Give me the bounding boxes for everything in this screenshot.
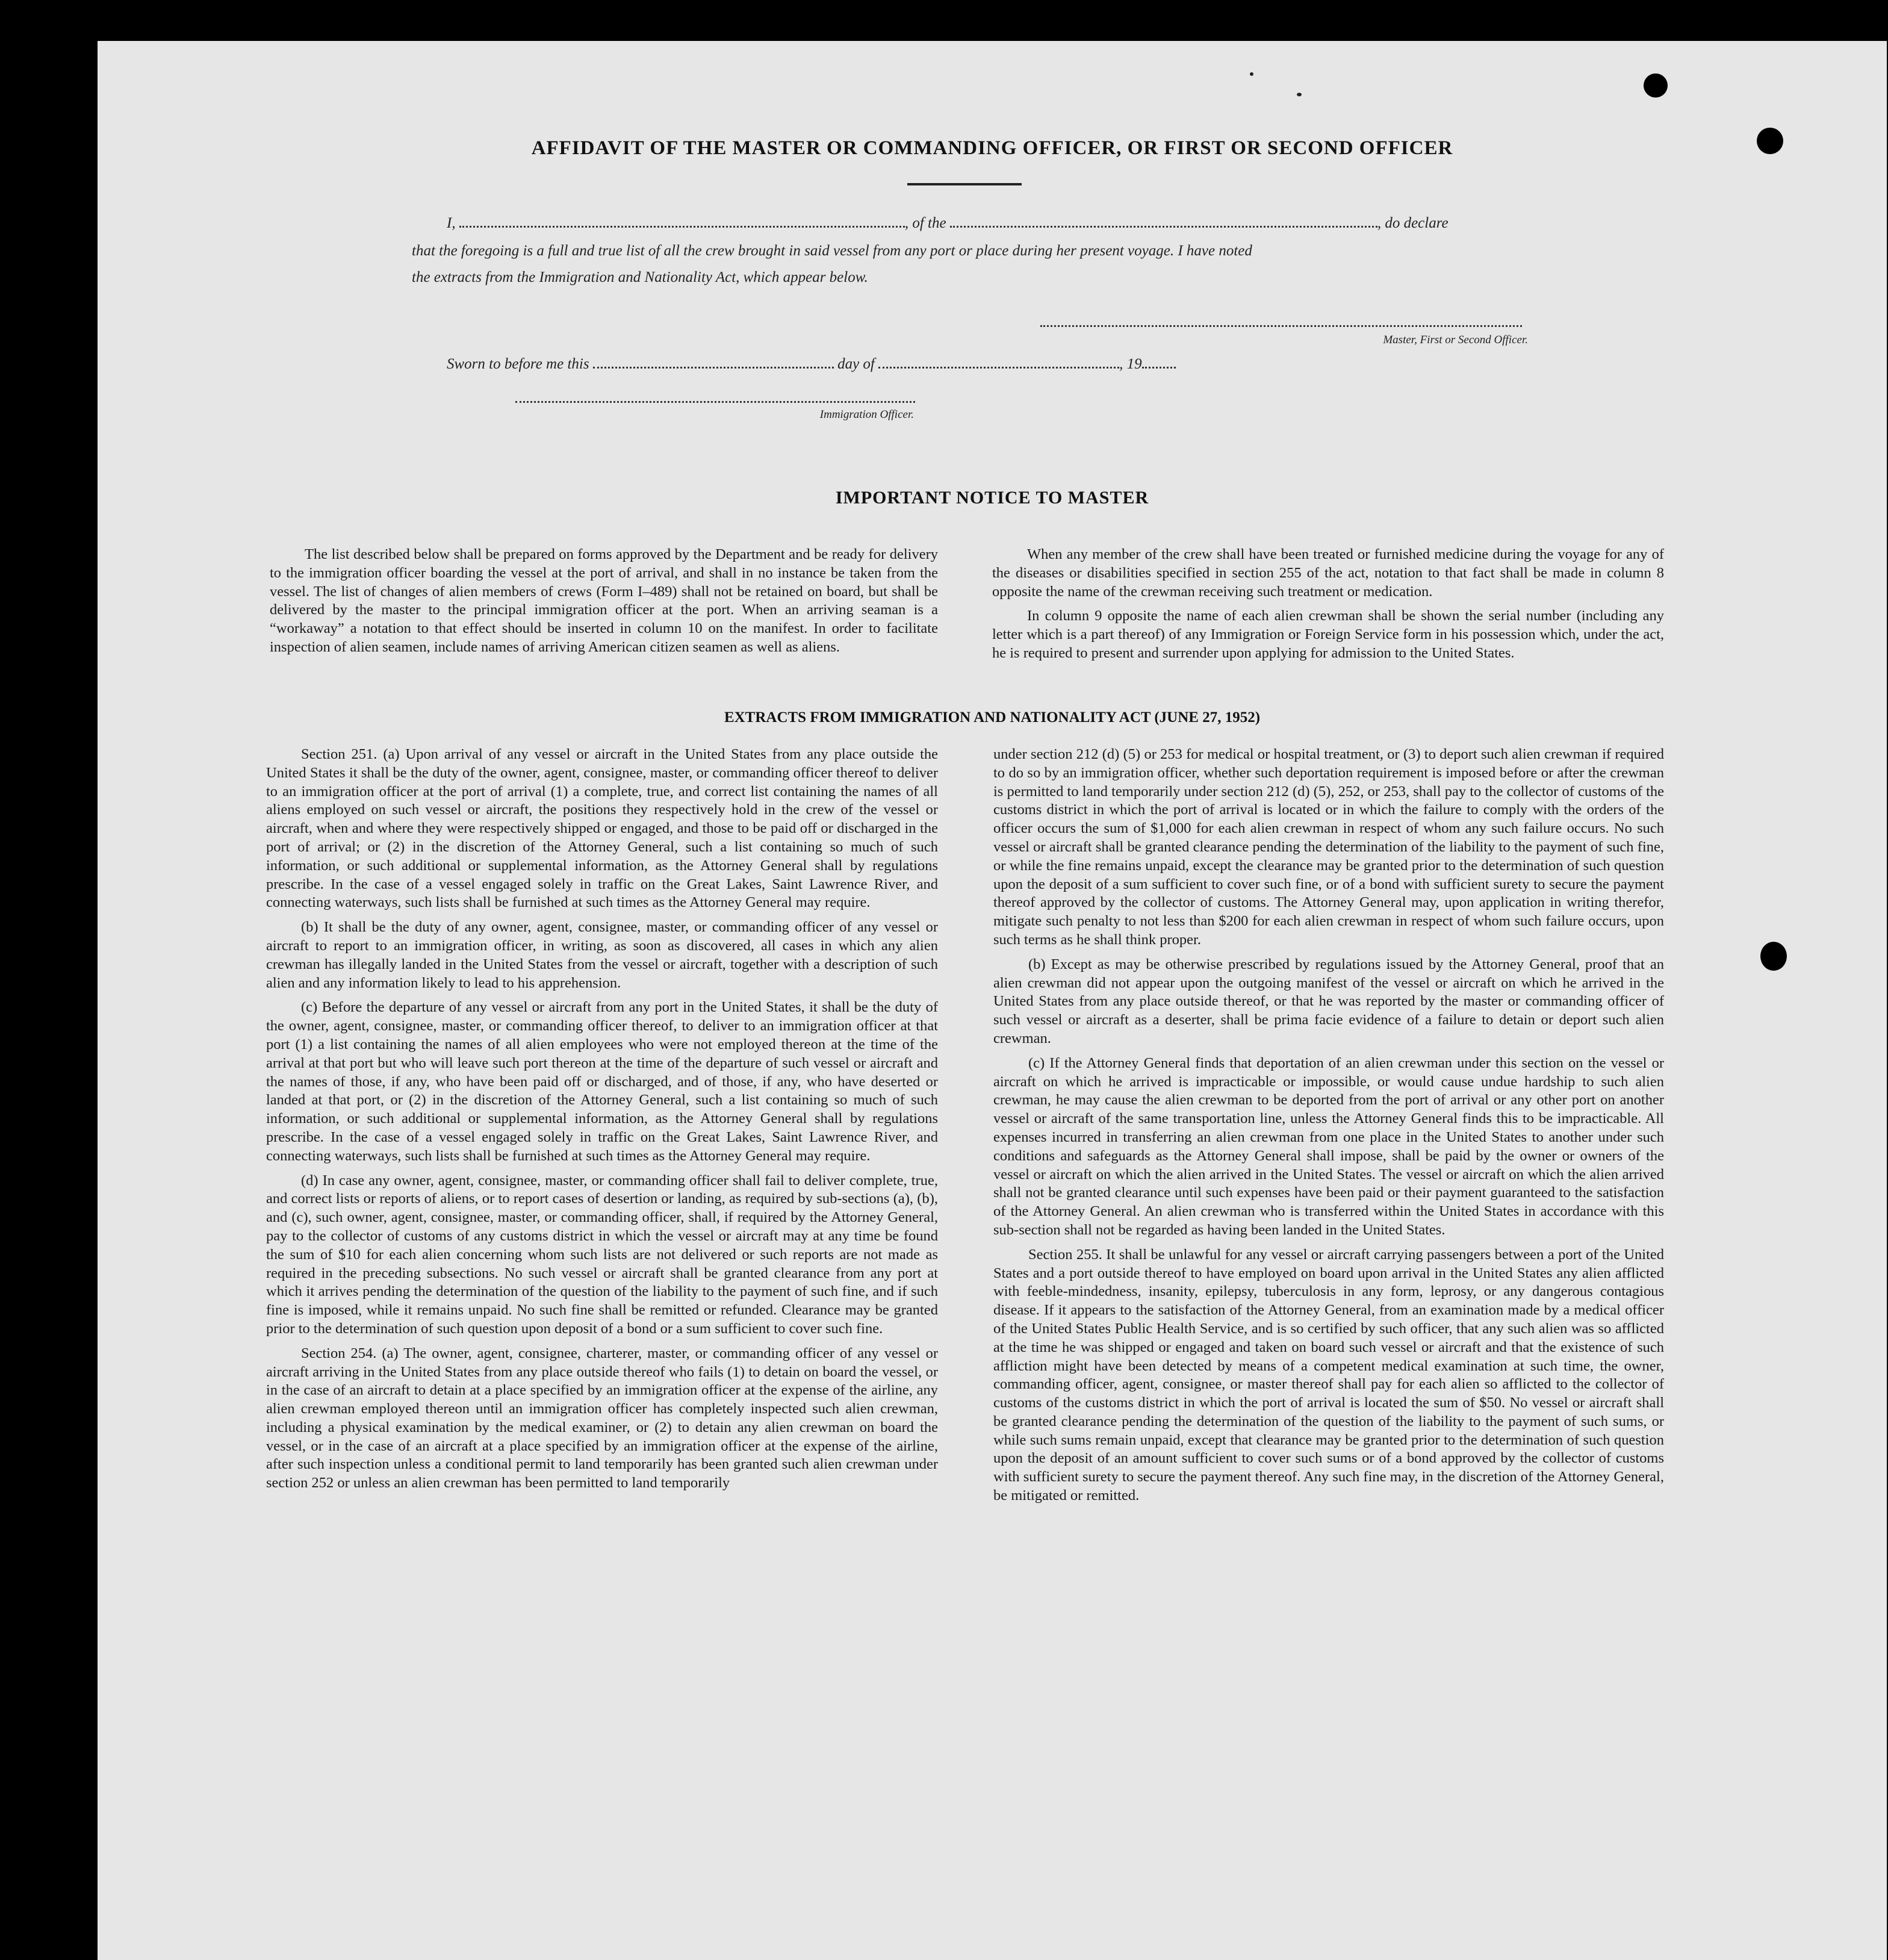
sworn-label: Sworn to before me this: [447, 356, 589, 372]
sworn-line: [447, 350, 1410, 378]
extract-left-paragraph: Section 254. (a) The owner, agent, consignee, charterer, master, or commanding officer of any vessel or aircraft arriving in the United States from any place outside thereof who fails (1) to detain on board the vessel, or in the case of an aircraft to detain at a place specified by an immigration officer at the expense of the airline, any alien crewman employed thereon until an immigration officer has completely inspected such alien crewman, including a physical examination by the medical examiner, or (2) to detain any alien crewman on board the vessel, or in the case of an aircraft at a place specified by an immigration officer at the expense of the airline, after such inspection unless a conditional permit to land temporarily has been granted such alien crewman under section 252 or unless an alien crewman has been permitted to land temporarily: [266, 1345, 938, 1492]
affidavit-title: AFFIDAVIT OF THE MASTER OR COMMANDING OFFICER, OR FIRST OR SECOND OFFICER: [531, 137, 1453, 159]
officer-signature-line[interactable]: [515, 401, 915, 403]
name-field[interactable]: [459, 214, 905, 228]
extract-right-paragraph: (c) If the Attorney General finds that deportation of an alien crewman under this section on the vessel or aircraft on which he arrived is impracticable or impossible, or would cause undue hardship to such alien crewman, he may cause the alien crewman to be deported from the port of arrival or any other port on another vessel or aircraft of the same transportation line, unless the Attorney General finds this to be impracticable. All expenses incurred in transferring an alien crewman from one place in the United States to another under such conditions and safeguards as the Attorney General shall impose, shall be paid by the owner or owners of the vessel or aircraft on which the alien arrived in the United States. The vessel or aircraft on which the alien arrived shall not be granted clearance until such expenses have been paid or their payment guaranteed to the satisfaction of the Attorney General. An alien crewman who is transferred within the United States in accordance with this sub-section shall not be regarded as having been landed in the United States.: [993, 1054, 1664, 1238]
document-page: [98, 41, 1887, 1960]
notice-heading: IMPORTANT NOTICE TO MASTER: [835, 488, 1149, 508]
declaration-line-1: [447, 210, 1615, 237]
day-of-label: day of: [837, 356, 875, 372]
declaration-line-2: that the foregoing is a full and true list of all the crew brought in said vessel from any port or place during her present voyage. I have noted: [412, 243, 1252, 259]
notice-left-column: [270, 546, 938, 663]
sworn-month-field[interactable]: [878, 355, 1119, 369]
extract-right-paragraph: Section 255. It shall be unlawful for any vessel or aircraft carrying passengers between a port of the United States and a port outside thereof to have employed on board upon arrival in the United States any alien afflicted with feeble-mindedness, insanity, epilepsy, tuberculosis in any form, leprosy, or any dangerous contagious disease. If it appears to the satisfaction of the Attorney General, from an examination made by a medical officer of the United States Public Health Service, and is so certified by such officer, that any such alien was so afflicted at the time he was shipped or engaged and taken on board such vessel or aircraft and that the existence of such affliction might have been detected by means of a competent medical examination at such time, the owner, commanding officer, agent, consignee, or master thereof shall pay for each alien so afflicted to the collector of customs of the customs district in which the port of arrival is located the sum of $50. No vessel or aircraft shall be granted clearance pending the determination of the question of the liability to the payment of such sums, or while such sums remain unpaid, except that clearance may be granted prior to the determination of such question upon the deposit of an amount sufficient to cover such sums or of a bond approved by the collector of customs with sufficient surety to secure the payment thereof. Any such fine may, in the discretion of the Attorney General, be mitigated or remitted.: [993, 1246, 1664, 1504]
master-caption: Master, First or Second Officer.: [1383, 334, 1528, 346]
notice-right-paragraph-2: In column 9 opposite the name of each alien crewman shall be shown the serial number (including any letter which is a part thereof) of any Immigration or Foreign Service form in his possession which, under the act, he is required to present and surrender upon applying for admission to the United States.: [992, 608, 1664, 661]
master-signature-line[interactable]: [1040, 325, 1522, 327]
decl-of-the-label: , of the: [904, 215, 946, 231]
extract-left-paragraph: (c) Before the departure of any vessel or aircraft from any port in the United States, it shall be the duty of the owner, agent, consignee, master, or commanding officer thereof, to deliver to an immigration officer at that port (1) a list containing the names of all alien employees who were not employed thereon at the time of the arrival at that port but who will leave such port thereon at the time of the departure of such vessel or aircraft and the names of those, if any, who have been paid off or discharged, and of those, if any, who have deserted or landed at that port, or (2) in the discretion of the Attorney General, such a list containing so much of such information, or such additional or supplemental information, as the Attorney General shall by regulations prescribe. In the case of a vessel engaged solely in traffic on the Great Lakes, Saint Lawrence River, and connecting waterways, such lists shall be furnished at such times as the Attorney General may require.: [266, 999, 938, 1164]
extracts-right-column: [993, 745, 1664, 1511]
extracts-heading: EXTRACTS FROM IMMIGRATION AND NATIONALITY ACT (JUNE 27, 1952): [724, 709, 1261, 726]
decl-i-label: I,: [447, 215, 456, 231]
punch-hole-top: [1644, 73, 1668, 98]
title-underline: [907, 183, 1022, 185]
speck: [1250, 72, 1253, 76]
speck: [1297, 93, 1302, 96]
officer-caption: Immigration Officer.: [819, 408, 914, 421]
notice-left-paragraph: The list described below shall be prepared on forms approved by the Department and be ready for delivery to the immigration officer boarding the vessel at the port of arrival, and shall in no instance be taken from the vessel. The list of changes of alien members of crews (Form I–489) shall not be retained on board, but shall be delivered by the master to the principal immigration officer at the port. When an arriving seaman is a “workaway” a notation to that effect should be inserted in column 10 on the manifest. In order to facilitate inspection of alien seamen, include names of arriving American citizen seamen as well as aliens.: [270, 546, 938, 655]
vessel-field[interactable]: [950, 214, 1377, 228]
notice-right-column: [992, 546, 1664, 669]
extract-left-paragraph: (d) In case any owner, agent, consignee, master, or commanding officer shall fail to deliver complete, true, and correct lists or reports of aliens, or to report cases of desertion or landing, as required by sub-sections (a), (b), and (c), such owner, agent, consignee, master, or commanding officer, shall, if required by the Attorney General, pay to the collector of customs of any customs district in which the vessel or aircraft may at any time be found the sum of $10 for each alien concerning whom such lists are not delivered or such reports are not made as required in the preceding subsections. No such vessel or aircraft shall be granted clearance from any port at which it arrives pending the determination of the question of the liability to the payment of such fine, and if such fine is imposed, while it remains unpaid. No such fine shall be remitted or refunded. Clearance may be granted prior to the determination of such question upon deposit of a bond or a sum sufficient to cover such fine.: [266, 1172, 938, 1337]
sworn-year-field[interactable]: [1142, 355, 1176, 369]
sworn-day-field[interactable]: [593, 355, 834, 369]
year-prefix-label: , 19: [1119, 356, 1142, 372]
extract-left-paragraph: (b) It shall be the duty of any owner, agent, consignee, master, or commanding officer of any vessel or aircraft to report to an immigration officer, in writing, as soon as discovered, all cases in which any alien crewman has illegally landed in the United States from the vessel or aircraft, together with a description of such alien and any information likely to lead to his apprehension.: [266, 919, 938, 991]
decl-do-declare-label: , do declare: [1377, 215, 1449, 231]
extract-right-paragraph: (b) Except as may be otherwise prescribed by regulations issued by the Attorney General, proof that an alien crewman did not appear upon the outgoing manifest of the vessel or aircraft on which he arrived in the United States from any place outside thereof, or that he was reported by the master or commanding officer of such vessel or aircraft as a deserter, shall be prima facie evidence of a failure to detain or deport such alien crewman.: [993, 956, 1664, 1047]
declaration-line-3: the extracts from the Immigration and Nationality Act, which appear below.: [412, 269, 868, 285]
notice-right-paragraph-1: When any member of the crew shall have been treated or furnished medicine during the voyage for any of the diseases or disabilities specified in section 255 of the act, notation to that fact shall be made in column 8 opposite the name of the crewman receiving such treatment or medication.: [992, 546, 1664, 600]
extract-left-paragraph: Section 251. (a) Upon arrival of any vessel or aircraft in the United States from any place outside the United States it shall be the duty of the owner, agent, consignee, master, or commanding officer thereof to deliver to an immigration officer at the port of arrival (1) a complete, true, and correct list containing the names of all aliens employed on such vessel or aircraft, the positions they respectively hold in the crew of the vessel or aircraft, when and where they were respectively shipped or engaged, and those to be paid off or discharged in the port of arrival; or (2) in the discretion of the Attorney General, such a list containing so much of such information, or such additional or supplemental information, as the Attorney General shall by regulations prescribe. In the case of a vessel engaged solely in traffic on the Great Lakes, Saint Lawrence River, and connecting waterways, such lists shall be furnished at such times as the Attorney General may require.: [266, 746, 938, 911]
extracts-left-column: [266, 745, 938, 1499]
punch-hole-middle: [1760, 942, 1787, 971]
extract-right-paragraph: under section 212 (d) (5) or 253 for medical or hospital treatment, or (3) to deport such alien crewman if required to do so by an immigration officer, whether such deportation requirement is imposed before or after the crewman is permitted to land temporarily under section 212 (d) (5), 252, or 253, shall pay to the collector of customs of the customs district in which the port of arrival is located or in which the failure to comply with the orders of the officer occurs the sum of $1,000 for each alien crewman in respect of whom any such failure occurs. No such vessel or aircraft shall be granted clearance pending the determination of the liability to the payment of such fine, or while the fine remains unpaid, except the clearance may be granted prior to the determination of such question upon the deposit of a sum sufficient to cover such fine, or of a bond with sufficient surety to secure the payment thereof approved by the collector of customs. The Attorney General may, upon application in writing therefor, mitigate such penalty to not less than $200 for each alien crewman in respect of whom such failure occurs, upon such terms as he shall think proper.: [993, 746, 1664, 948]
